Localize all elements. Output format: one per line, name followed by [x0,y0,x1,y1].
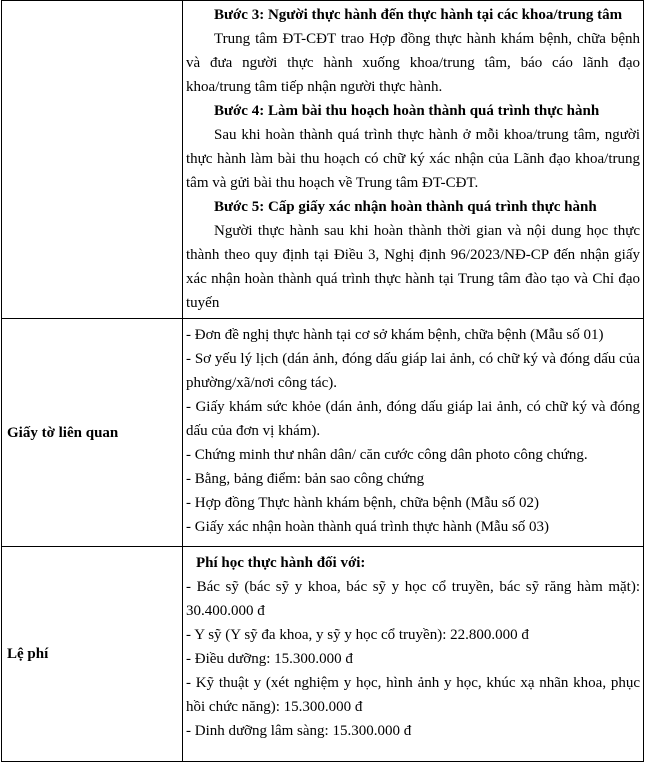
documents-label: Giấy tờ liên quan [2,319,183,547]
steps-content-cell [183,1,644,319]
document-item: - Bằng, bảng điểm: bản sao công chứng [186,471,425,487]
fee-item: - Bác sỹ (bác sỹ y khoa, bác sỹ y học cổ truyền, bác sỹ răng hàm mặt): 30.400.000 đ [186,579,640,619]
steps-row [2,1,644,319]
fees-row [2,547,644,762]
document-item: - Hợp đồng Thực hành khám bệnh, chữa bệnh (Mẫu số 02) [186,495,540,511]
document-item: - Đơn đề nghị thực hành tại cơ sở khám bệnh, chữa bệnh (Mẫu số 01) [186,327,604,343]
fee-item: - Điều dưỡng: 15.300.000 đ [186,651,353,667]
step-4-body: Sau khi hoàn thành quá trình thực hành ở mỗi khoa/trung tâm, người thực hành làm bài thu hoạch có chữ ký xác nhận của Lãnh đạo khoa/trung tâm và gửi bài thu hoạch về Trung tâm ĐT-CĐT. [186,127,640,191]
documents-content-cell [183,319,644,547]
steps-label-cell [2,1,183,319]
fee-item: - Dinh dưỡng lâm sàng: 15.300.000 đ [186,723,412,739]
document-item: - Sơ yếu lý lịch (dán ảnh, đóng dấu giáp lai ảnh, có chữ ký và đóng dấu của phường/xã/nơi công tác). [186,351,640,391]
fees-heading: Phí học thực hành đối với: [196,555,366,571]
document-item: - Giấy xác nhận hoàn thành quá trình thực hành (Mẫu số 03) [186,519,550,535]
step-5-title: Bước 5: Cấp giấy xác nhận hoàn thành quá trình thực hành [214,199,597,215]
documents-row [2,319,644,547]
step-3-body: Trung tâm ĐT-CĐT trao Hợp đồng thực hành khám bệnh, chữa bệnh và đưa người thực hành xuống khoa/trung tâm, báo cáo lãnh đạo khoa/trung tâm tiếp nhận người thực hành. [186,31,640,95]
step-3-title: Bước 3: Người thực hành đến thực hành tại các khoa/trung tâm [214,7,623,23]
document-item: - Chứng minh thư nhân dân/ căn cước công dân photo công chứng. [186,447,588,463]
fees-content-cell [183,547,644,762]
procedure-table [1,0,644,762]
fee-item: - Y sỹ (Y sỹ đa khoa, y sỹ y học cổ truyền): 22.800.000 đ [186,627,529,643]
document-item: - Giấy khám sức khỏe (dán ảnh, đóng dấu giáp lai ảnh, có chữ ký và đóng dấu của đơn vị khám). [186,399,640,439]
step-4-title: Bước 4: Làm bài thu hoạch hoàn thành quá trình thực hành [214,103,600,119]
fee-item: - Kỹ thuật y (xét nghiệm y học, hình ảnh y học, khúc xạ nhãn khoa, phục hồi chức năng): 15.300.000 đ [186,675,640,715]
step-5-body: Người thực hành sau khi hoàn thành thời gian và nội dung học thực thành theo quy định tại Điều 3, Nghị định 96/2023/NĐ-CP đến nhận giấy xác nhận hoàn thành quá trình thực hành tại Trung tâm đào tạo và Chỉ đạo tuyến [186,223,640,311]
fees-label: Lệ phí [2,547,183,762]
